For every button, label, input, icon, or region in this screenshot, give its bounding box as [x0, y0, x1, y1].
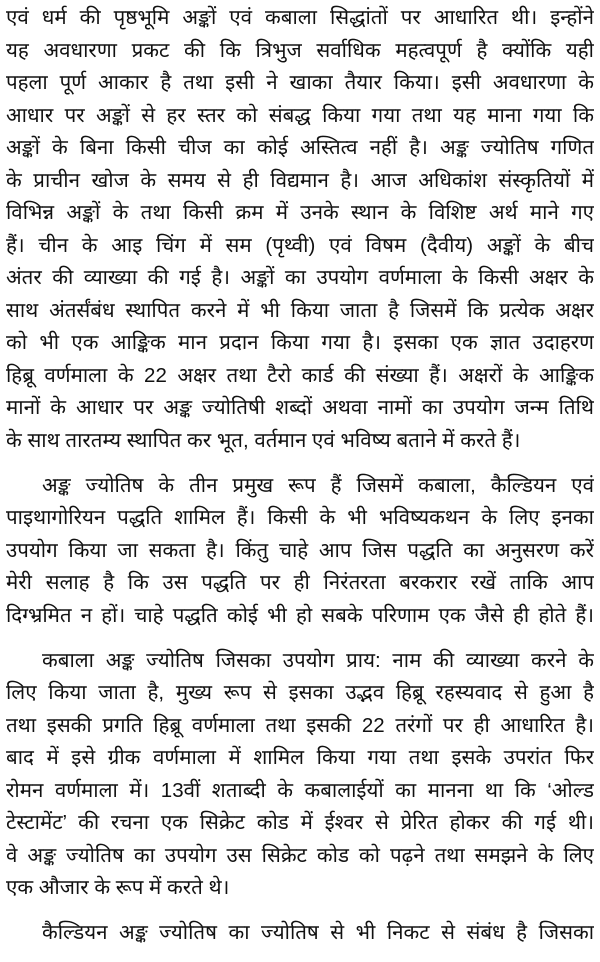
text-line: अङ्क ज्योतिष के तीन प्रमुख रूप हैं जिसमें कबाला, कैल्डियन एवं — [42, 473, 594, 497]
text-line: रोमन वर्णमाला में। 13वीं शताब्दी के कबालाईयों का मानना था कि ‘ओल्ड — [6, 778, 594, 802]
text-line: हिब्रू वर्णमाला के 22 अक्षर तथा टैरो कार्ड की संख्या हैं। अक्षरों के आङ्किक — [6, 363, 594, 387]
text-line: के प्राचीन खोज के समय से ही विद्यमान है। आज अधिकांश संस्कृतियों में — [6, 168, 594, 192]
text-line: दिग्भ्रमित न हों। चाहे पद्धति कोई भी हो सबके परिणाम एक जैसे ही होते हैं। — [6, 603, 594, 627]
text-line: पहला पूर्ण आकार है तथा इसी ने खाका तैयार किया। इसी अवधारणा के — [6, 71, 594, 94]
text-line: उपयोग किया जा सकता है। किंतु चाहे आप जिस पद्धति का अनुसरण करें — [6, 538, 594, 562]
text-line: लिए किया जाता है, मुख्य रूप से इसका उद्भव हिब्रू रहस्यवाद से हुआ है — [6, 681, 594, 704]
text-line: एक औजार के रूप में करते थे। — [6, 876, 230, 899]
text-line: पाइथागोरियन पद्धति शामिल हैं। किसी के भी भविष्यकथन के लिए इनका — [6, 506, 594, 529]
document-page — [6, 2, 594, 962]
text-line: वे अङ्क ज्योतिष का उपयोग उस सिक्रेट कोड को पढ़ने तथा समझने के लिए — [6, 843, 594, 867]
text-line: मेरी सलाह है कि उस पद्धति पर ही निरंतरता बरकरार रखें ताकि आप — [6, 571, 594, 594]
text-line: के साथ तारतम्य स्थापित कर भूत, वर्तमान एवं भविष्य बताने में करते हैं। — [6, 428, 521, 452]
text-line: विभिन्न अङ्कों के तथा किसी क्रम में उनके स्थान के विशिष्ट अर्थ माने गए — [6, 201, 594, 224]
text-line: को भी एक आङ्किक मान प्रदान किया गया है। इसका एक ज्ञात उदाहरण — [6, 331, 594, 354]
text-line: यह अवधारणा प्रकट की कि त्रिभुज सर्वाधिक महत्वपूर्ण है क्योंकि यही — [6, 38, 594, 62]
paragraph-2 — [6, 470, 594, 633]
text-line: साथ अंतर्संबंध स्थापित करने में भी किया जाता है जिसमें कि प्रत्येक अक्षर — [6, 298, 594, 322]
text-line: कबाला अङ्क ज्योतिष जिसका उपयोग प्राय: नाम की व्याख्या करने के — [42, 648, 594, 672]
text-line: कैल्डियन अङ्क ज्योतिष का ज्योतिष से भी निकट से संबंध है जिसका — [42, 921, 594, 944]
paragraph-3 — [6, 645, 594, 905]
text-line: तथा इसकी प्रगति हिब्रू वर्णमाला तथा इसकी 22 तरंगों पर ही आधारित है। — [6, 713, 594, 737]
text-line: अंतर की व्याख्या की गई है। अङ्कों का उपयोग वर्णमाला के किसी अक्षर के — [6, 266, 594, 289]
text-line: बाद में इसे ग्रीक वर्णमाला में शामिल किया गया तथा इसके उपरांत फिर — [6, 746, 594, 769]
text-line: टेस्टामेंट’ की रचना एक सिक्रेट कोड में ईश्वर से प्रेरित होकर की गई थी। — [6, 811, 594, 834]
text-line: मानों के आधार पर अङ्क ज्योतिषी शब्दों अथवा नामों का उपयोग जन्म तिथि — [6, 396, 594, 419]
text-line: अङ्कों के बिना किसी चीज का कोई अस्तित्व नहीं है। अङ्क ज्योतिष गणित — [6, 136, 594, 159]
paragraph-1 — [6, 2, 594, 457]
text-line: आधार पर अङ्कों से हर स्तर को संबद्ध किया गया तथा यह माना गया कि — [6, 103, 594, 127]
text-line: एवं धर्म की पृष्ठभूमि अङ्कों एवं कबाला सिद्धांतों पर आधारित थी। इन्होंने — [6, 6, 594, 29]
text-line: हैं। चीन के आइ चिंग में सम (पृथ्वी) एवं विषम (दैवीय) अङ्कों के बीच — [6, 233, 594, 257]
paragraph-4 — [6, 917, 594, 950]
